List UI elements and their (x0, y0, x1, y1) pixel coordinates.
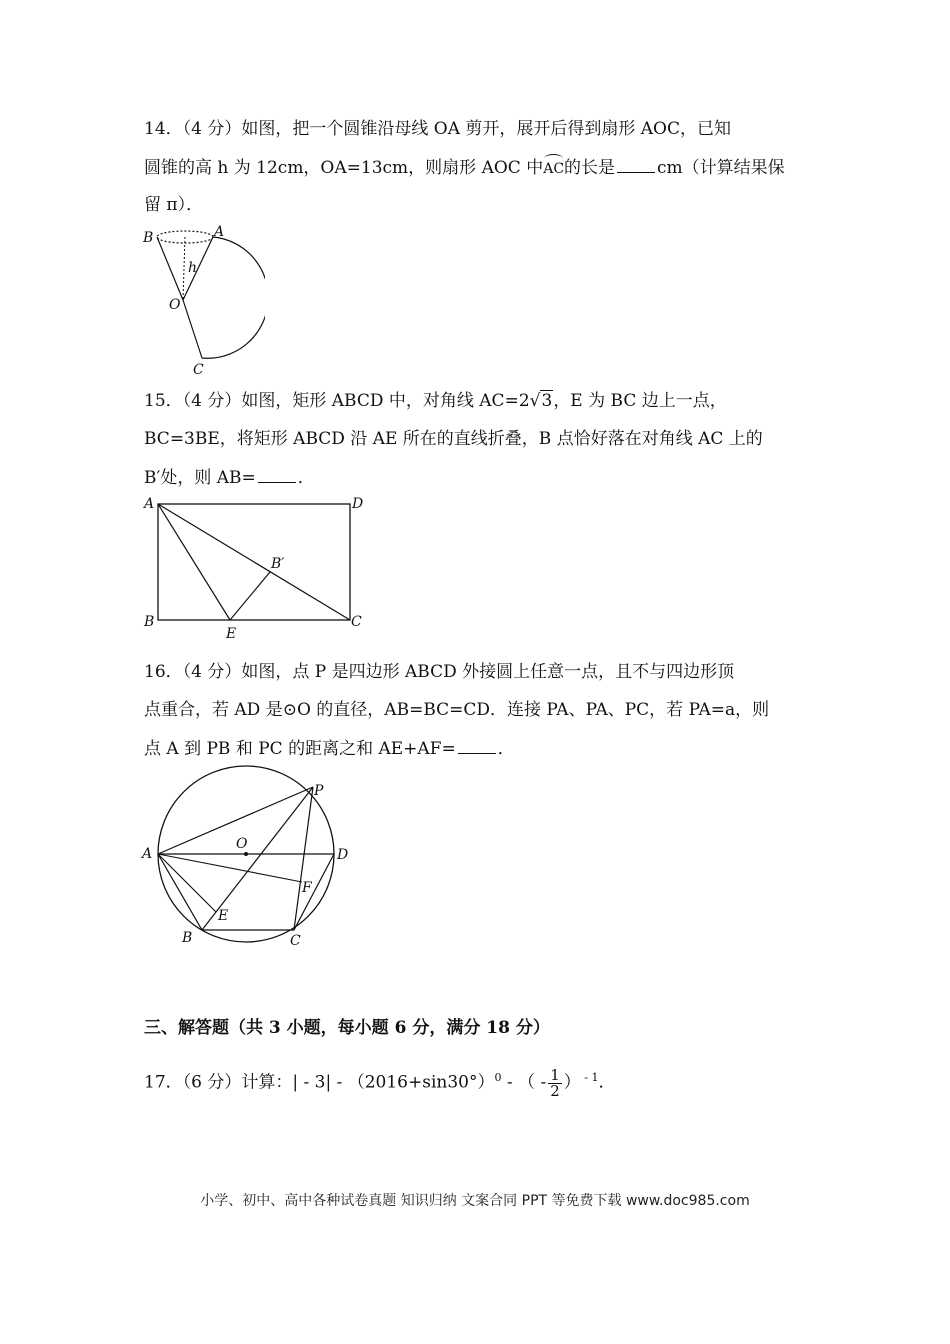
q15-answer-blank (258, 466, 296, 483)
q15-line3-a: B′处，则 AB= (144, 468, 256, 488)
page-footer: 小学、初中、高中各种试卷真题 知识归纳 文案合同 PPT 等免费下载 www.doc985.com (200, 1193, 750, 1209)
q15-line3-b: ． (297, 468, 315, 488)
q16-answer-blank (458, 737, 496, 754)
q17-text-c: ） (563, 1072, 581, 1093)
q16-label-p: P (314, 783, 324, 799)
q15-label-b: B (144, 614, 155, 630)
q16-circle-figure (138, 762, 363, 952)
q14-line3: 留 π）． (144, 195, 204, 215)
q14-cone-figure (140, 222, 265, 377)
q15-line2: BC=3BE，将矩形 ABCD 沿 AE 所在的直线折叠，B 点恰好落在对角线 AC 上的 (144, 429, 763, 449)
q14-label-h: h (188, 260, 198, 276)
q15-line3 (144, 466, 315, 489)
q14-arc-ac: AC (543, 157, 564, 180)
q17-sup-0: 0 (494, 1071, 502, 1084)
q16-label-e: E (218, 908, 229, 924)
q16-line2: 点重合，若 AD 是⊙O 的直径，AB=BC=CD．连接 PA、PA、PC，若 PA=a，则 (144, 700, 770, 720)
q14-answer-blank (617, 156, 655, 173)
q17-fraction: $\frac{1}{2}$ (550, 1065, 560, 1100)
q17-text-b: - （ - (501, 1072, 547, 1093)
q15-rectangle-figure (140, 492, 380, 642)
q14-line2-b: 的长是 (564, 158, 616, 178)
q15-line1-b: ，E 为 BC 边上一点， (553, 391, 727, 411)
q15-label-bprime: B′ (271, 556, 285, 572)
q14-line2-c: cm（计算结果保 (657, 158, 785, 178)
q14-label-c: C (193, 362, 204, 377)
q17-text-a: 17．（6 分）计算：| - 3| - （2016+sin30°） (144, 1072, 495, 1093)
q17-text-d: ． (598, 1072, 616, 1093)
q16-label-a: A (142, 846, 153, 862)
q14-line2-a: 圆锥的高 h 为 12cm，OA=13cm，则扇形 AOC 中 (144, 158, 544, 178)
q16-label-c: C (290, 933, 301, 949)
q14-line2 (144, 156, 785, 180)
section3-heading: 三、解答题（共 3 小题，每小题 6 分，满分 18 分） (144, 1018, 550, 1038)
q15-label-d: D (352, 496, 364, 512)
q17-sup-1: - 1 (580, 1071, 599, 1084)
q16-line3-a: 点 A 到 PB 和 PC 的距离之和 AE+AF= (144, 739, 456, 759)
q14-label-o: O (169, 297, 181, 313)
q16-label-b: B (182, 930, 193, 946)
q16-line3-b: ． (497, 739, 515, 759)
q14-label-b: B (143, 230, 154, 246)
q16-label-d: D (337, 847, 349, 863)
q16-label-f: F (302, 880, 312, 896)
q17-line (144, 1067, 615, 1099)
q15-line1-a: 15．（4 分）如图，矩形 ABCD 中，对角线 AC=2 (144, 391, 530, 411)
q16-line1: 16．（4 分）如图，点 P 是四边形 ABCD 外接圆上任意一点，且不与四边形顶 (144, 662, 735, 682)
q15-line1 (144, 390, 727, 412)
q14-label-a: A (214, 224, 225, 240)
q16-line3 (144, 737, 515, 760)
q15-label-e: E (226, 626, 237, 642)
q16-label-o: O (236, 836, 248, 852)
q15-label-a: A (144, 496, 155, 512)
q14-line1: 14．（4 分）如图，把一个圆锥沿母线 OA 剪开，展开后得到扇形 AOC，已知 (144, 119, 731, 139)
q15-label-c: C (351, 614, 362, 630)
q15-sqrt: √3 (529, 391, 553, 411)
